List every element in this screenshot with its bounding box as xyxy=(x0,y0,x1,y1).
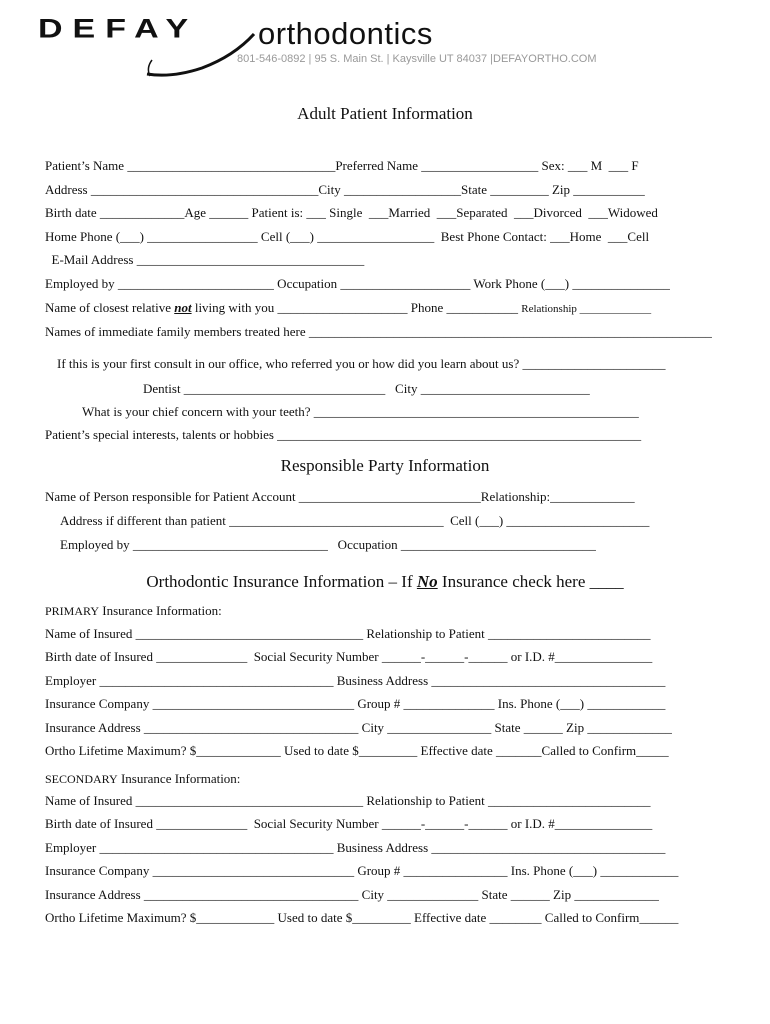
relative-relationship: Relationship _____________ xyxy=(521,303,652,315)
insurance-title-pre: Orthodontic Insurance Information – If xyxy=(146,572,417,591)
secondary-birth-date[interactable]: Birth date of Insured ______________ Social Security Number ______-______-______ or I.D. #_______________ xyxy=(45,816,653,831)
primary-company[interactable]: Insurance Company _______________________________ Group # ______________ Ins. Phone (___) ____________ xyxy=(45,696,666,711)
relative-emphasis: not xyxy=(174,300,192,315)
form-row-responsible-employment[interactable]: Employed by ______________________________ Occupation ______________________________ xyxy=(60,537,596,552)
form-row-email[interactable]: E-Mail Address ___________________________________ xyxy=(45,252,365,267)
primary-heading xyxy=(45,603,222,619)
form-row-birth-date[interactable]: Birth date _____________Age ______ Patient is: ___ Single ___Married ___Separated ___Divorced ___Widowed xyxy=(45,205,658,220)
secondary-heading-rest: Insurance Information: xyxy=(117,771,241,786)
primary-heading-caps: PRIMARY xyxy=(45,604,100,618)
practice-contact: 801-546-0892 | 95 S. Main St. | Kaysville UT 84037 |DEFAYORTHO.COM xyxy=(237,53,597,65)
secondary-insured-name[interactable]: Name of Insured ___________________________________ Relationship to Patient _________________________ xyxy=(45,793,651,808)
insurance-title-post: Insurance check here ____ xyxy=(437,572,624,591)
primary-heading-rest: Insurance Information: xyxy=(99,603,222,618)
secondary-maximum[interactable]: Ortho Lifetime Maximum? $____________ Used to date $_________ Effective date ________ Called to Confirm______ xyxy=(45,910,679,925)
form-row-responsible-person[interactable]: Name of Person responsible for Patient Account ____________________________Relationship:_____________ xyxy=(45,489,635,504)
primary-insured-name[interactable]: Name of Insured ___________________________________ Relationship to Patient _________________________ xyxy=(45,626,651,641)
insurance-title-emphasis: No xyxy=(416,572,438,591)
form-row-employment[interactable]: Employed by ________________________ Occupation ____________________ Work Phone (___) _______________ xyxy=(45,276,670,291)
secondary-heading-caps: SECONDARY xyxy=(45,772,118,786)
form-row-dentist[interactable]: Dentist _______________________________ City __________________________ xyxy=(143,381,590,396)
form-row-address[interactable]: Address ___________________________________City __________________State _________ Zip ___________ xyxy=(45,182,645,197)
form-row-chief-concern[interactable]: What is your chief concern with your teeth? __________________________________________________ xyxy=(82,404,639,419)
form-row-closest-relative[interactable] xyxy=(45,300,651,317)
logo-brand: DEFAY xyxy=(38,14,199,44)
secondary-heading xyxy=(45,771,240,787)
page-title: Adult Patient Information xyxy=(297,104,473,123)
primary-maximum[interactable]: Ortho Lifetime Maximum? $_____________ Used to date $_________ Effective date _______Called to Confirm_____ xyxy=(45,743,669,758)
secondary-address[interactable]: Insurance Address _________________________________ City ______________ State ______ Zip _____________ xyxy=(45,887,659,902)
form-row-responsible-address[interactable]: Address if different than patient _________________________________ Cell (___) ______________________ xyxy=(60,513,650,528)
form-row-family-members[interactable]: Names of immediate family members treated here ______________________________________________________________ xyxy=(45,324,712,339)
relative-label: Name of closest relative xyxy=(45,300,175,315)
form-row-phones[interactable]: Home Phone (___) _________________ Cell (___) __________________ Best Phone Contact: ___Home ___Cell xyxy=(45,229,650,244)
logo-subtitle: orthodontics xyxy=(258,16,433,51)
primary-employer[interactable]: Employer ____________________________________ Business Address ____________________________________ xyxy=(45,673,666,688)
relative-fields: living with you ____________________ Phone ___________ xyxy=(191,300,522,315)
form-row-referral[interactable]: If this is your first consult in our office, who referred you or how did you learn about us? ______________________ xyxy=(57,356,666,371)
primary-address[interactable]: Insurance Address _________________________________ City ________________ State ______ Zip _____________ xyxy=(45,720,672,735)
primary-birth-date[interactable]: Birth date of Insured ______________ Social Security Number ______-______-______ or I.D. #_______________ xyxy=(45,649,653,664)
form-row-hobbies[interactable]: Patient’s special interests, talents or hobbies ________________________________________________________ xyxy=(45,427,642,442)
form-row-patient-name[interactable]: Patient’s Name ________________________________Preferred Name __________________ Sex: ___ M ___ F xyxy=(45,158,639,173)
secondary-company[interactable]: Insurance Company _______________________________ Group # ________________ Ins. Phone (___) ____________ xyxy=(45,863,679,878)
responsible-title: Responsible Party Information xyxy=(280,456,490,475)
insurance-title xyxy=(0,572,770,592)
secondary-employer[interactable]: Employer ____________________________________ Business Address ____________________________________ xyxy=(45,840,666,855)
